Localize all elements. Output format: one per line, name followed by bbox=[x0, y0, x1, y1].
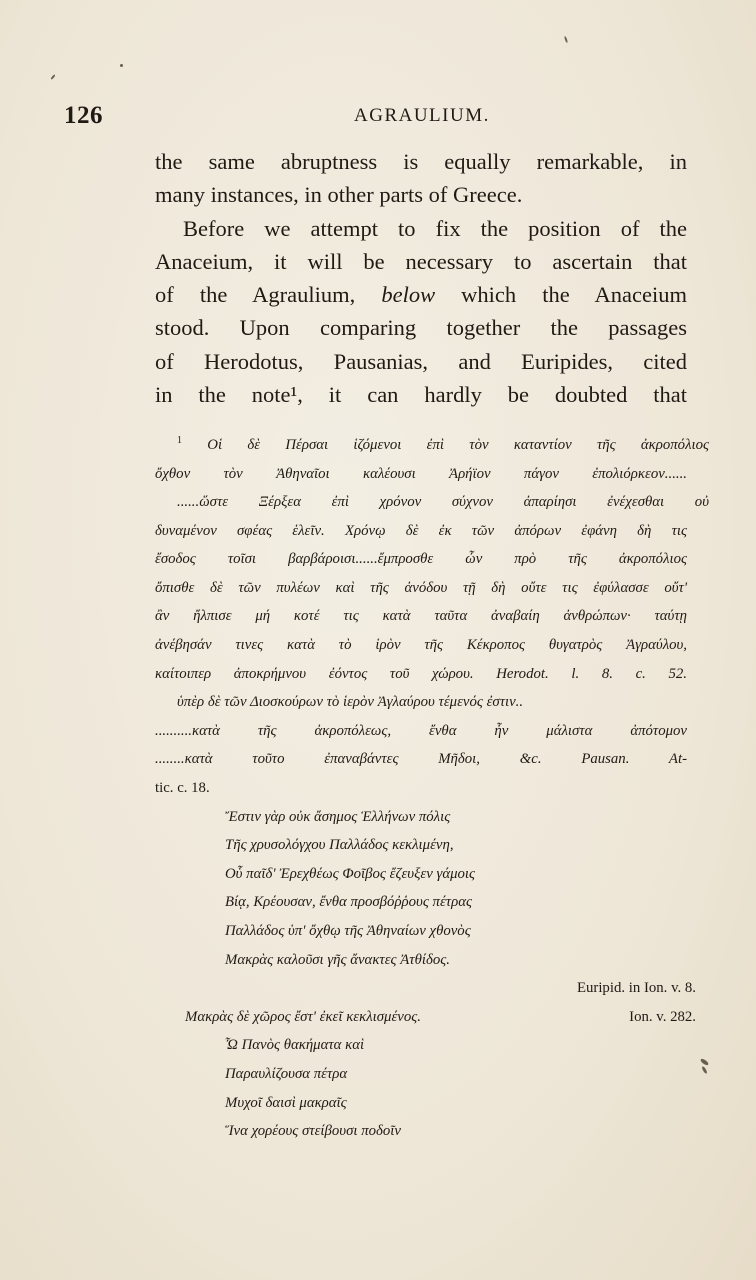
page-header bbox=[64, 102, 684, 136]
body-line: Anaceium, it will be necessary to ascertain that bbox=[155, 248, 687, 274]
footnote-line: ......ὥστε Ξέρξεα ἐπὶ χρόνον σύχνον ἀπαρίησι ἐνέχεσθαι οὐ bbox=[177, 494, 709, 511]
footnote-line: ὄχθον τὸν Ἀθηναῖοι καλέουσι Ἀρήϊον πάγον ἐπολιόρκεον...... bbox=[155, 465, 687, 482]
body-line: Before we attempt to fix the position of the bbox=[183, 215, 687, 241]
footnote bbox=[155, 427, 709, 1146]
body-line: stood. Upon comparing together the passages bbox=[155, 315, 687, 341]
citation: Euripid. in Ion. v. 8. bbox=[576, 980, 696, 997]
body-line bbox=[155, 278, 687, 311]
cited-line-row bbox=[155, 1003, 696, 1032]
body-line: of Herodotus, Pausanias, and Euripides, cited bbox=[155, 348, 687, 374]
page-number: 126 bbox=[64, 102, 103, 129]
verse-line: Παραυλίζουσα πέτρα bbox=[225, 1065, 348, 1082]
verse-line: Μυχοῖ δαισὶ μακραῖς bbox=[225, 1094, 347, 1111]
body-line-text: of the Agraulium, below which the Anaceium bbox=[155, 282, 687, 308]
footnote-line: ὑπὲρ δὲ τῶν Διοσκούρων τὸ ἱερὸν Ἀγλαύρου τέμενός ἐστιν.. bbox=[177, 694, 524, 711]
footnote-line: δυναμένον σφέας ἑλεῖν. Χρόνῳ δὲ ἐκ τῶν ἀπόρων ἐφάνη δὴ τις bbox=[155, 522, 687, 539]
paper-speck bbox=[564, 36, 568, 43]
footnote-line: tic. c. 18. bbox=[155, 780, 210, 797]
body-line: the same abruptness is equally remarkable, in bbox=[155, 149, 687, 174]
cited-line: Μακρὰς δὲ χῶρος ἔστ' ἐκεῖ κεκλισμένος. bbox=[185, 1008, 421, 1025]
footnote-line: ἀνέβησάν τινες κατὰ τὸ ἱρὸν τῆς Κέκροπος θυγατρὸς Ἀγραύλου, bbox=[155, 637, 687, 654]
footnote-marker: 1 bbox=[177, 435, 182, 446]
citation: Ion. v. 282. bbox=[629, 1008, 696, 1025]
paper-speck bbox=[120, 64, 123, 67]
footnote-line bbox=[155, 427, 709, 460]
body-line: in the note¹, it can hardly be doubted that bbox=[155, 382, 687, 408]
footnote-line: ἂν ἤλπισε μή κοτέ τις κατὰ ταῦτα ἀναβαίη ἀνθρώπων· ταύτῃ bbox=[155, 608, 687, 625]
running-head: AGRAULIUM. bbox=[354, 105, 490, 126]
verse-line: Βίᾳ, Κρέουσαν, ἔνθα προσβόῤῥους πέτρας bbox=[225, 894, 472, 911]
verse-line: Ἵνα χορέους στείβουσι ποδοῖν bbox=[225, 1123, 401, 1140]
footnote-line-text: Οἱ δὲ Πέρσαι ἱζόμενοι ἐπὶ τὸν καταντίον τῆς ἀκροπόλιος bbox=[207, 436, 709, 453]
verse-line: Παλλάδος ὑπ' ὄχθῳ τῆς Ἀθηναίων χθονὸς bbox=[225, 923, 471, 940]
verse-line: Τῆς χρυσολόγχου Παλλάδος κεκλιμένη, bbox=[225, 837, 454, 854]
verse-line: Ὦ Πανὸς θακήματα καὶ bbox=[225, 1037, 365, 1054]
body-text bbox=[155, 145, 687, 411]
verse-line: Ἔστιν γὰρ οὐκ ἄσημος Ἑλλήνων πόλις bbox=[225, 808, 451, 825]
footnote-line: ἔσοδος τοῖσι βαρβάροισι......ἔμπροσθε ὦν πρὸ τῆς ἀκροπόλιος bbox=[155, 551, 687, 568]
footnote-line: ὄπισθε δὲ τῶν πυλέων καὶ τῆς ἀνόδου τῇ δὴ οὔτε τις ἐφύλασσε οὔτ' bbox=[155, 579, 687, 596]
footnote-line: καίτοιπερ ἀποκρήμνου ἐόντος τοῦ χώρου. Herodot. l. 8. c. 52. bbox=[155, 665, 687, 682]
paper-speck bbox=[701, 1066, 708, 1074]
paper-speck bbox=[700, 1058, 710, 1066]
paper-speck bbox=[50, 74, 55, 80]
verse-line: Οὗ παῖδ' Ἐρεχθέως Φοῖβος ἔζευξεν γάμοις bbox=[225, 865, 476, 882]
footnote-line: ..........κατὰ τῆς ἀκροπόλεως, ἔνθα ἦν μάλιστα ἀπότομον bbox=[155, 722, 687, 739]
footnote-line: ........κατὰ τοῦτο ἐπαναβάντες Μῆδοι, &c. Pausan. At- bbox=[155, 751, 687, 768]
body-line: many instances, in other parts of Greece. bbox=[155, 182, 523, 208]
verse-line: Μακρὰς καλοῦσι γῆς ἄνακτες Ἀτθίδος. bbox=[225, 951, 450, 968]
